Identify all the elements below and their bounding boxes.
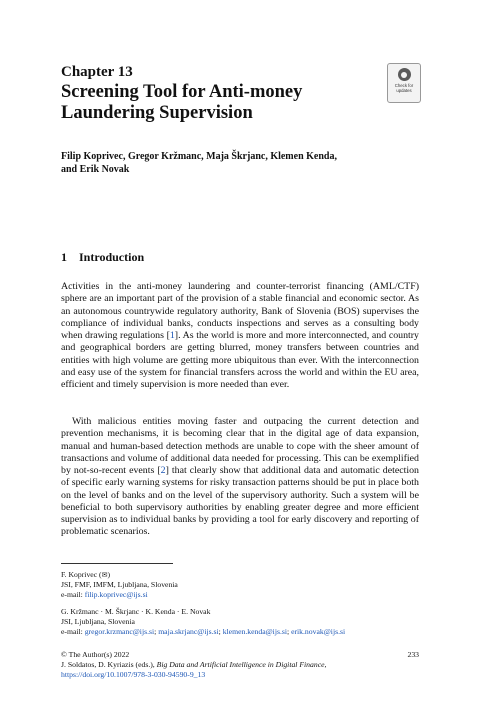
- footnote-rule: [61, 563, 173, 564]
- footnote-2-email-line: e-mail: gregor.krzmanc@ijs.si; maja.skrjanc@ijs.si; klemen.kenda@ijs.si; erik.novak@ijs.si: [61, 627, 346, 636]
- authors-line-1: Filip Koprivec, Gregor Kržmanc, Maja Škrjanc, Klemen Kenda,: [61, 151, 337, 162]
- chapter-title-line-2: Laundering Supervision: [61, 103, 253, 123]
- footer-copyright-line: [61, 650, 419, 660]
- book-title: Big Data and Artificial Intelligence in Digital Finance: [156, 660, 325, 669]
- paragraph-1-text-b: ]. As the world is more and more interconnected, and country and geographical borders are getting blurred, money transfers between countries and entities with high volume are getting more ubiquitous than ever. With the interconnection and easy use of the system for financial transfers across the world and within the EU area, efficient and timely supervision is more needed than ever.: [61, 330, 419, 390]
- section-heading: [61, 250, 144, 265]
- page-number: 233: [407, 650, 419, 659]
- footnote-2-names: G. Kržmanc · M. Škrjanc · K. Kenda · E. Novak: [61, 607, 211, 616]
- badge-line-2: updates: [396, 88, 412, 93]
- email-label: e-mail:: [61, 627, 85, 636]
- email-link[interactable]: klemen.kenda@ijs.si: [222, 627, 287, 636]
- paragraph-2-text-b: ] that clearly show that additional data and automatic detection of specific early warning systems for risky transaction patterns should be put in place both on the level of banks and on the level of the supervisory authority. Such a system will be beneficial to both supervisory authorities by enabling greater degree and more efficient supervision as to individual banks by providing a tool for early discovery and reporting of problematic scenarios.: [61, 465, 419, 538]
- name-close-paren: ): [107, 570, 111, 579]
- check-for-updates-icon: [398, 68, 411, 81]
- page-footer: [61, 650, 419, 680]
- email-link[interactable]: gregor.krzmanc@ijs.si: [84, 627, 155, 636]
- email-link[interactable]: erik.novak@ijs.si: [291, 627, 346, 636]
- footer-doi-line: [61, 670, 419, 680]
- paragraph-2: [61, 416, 419, 539]
- badge-line-1: Check for: [394, 83, 414, 88]
- footnote-authors-2: [61, 607, 421, 637]
- copyright: © The Author(s) 2022: [61, 650, 130, 659]
- corresponding-author-name: F. Koprivec (: [61, 570, 102, 579]
- footnote-author-1: [61, 570, 421, 600]
- book-title-comma: ,: [324, 660, 327, 669]
- check-for-updates-badge[interactable]: [387, 63, 421, 103]
- chapter-title-line-1: Screening Tool for Anti-money: [61, 82, 303, 102]
- footnote-1-affiliation: JSI, FMF, IMFM, Ljubljana, Slovenia: [61, 580, 178, 589]
- email-link[interactable]: maja.skrjanc@ijs.si: [158, 627, 219, 636]
- chapter-title: [61, 82, 361, 124]
- doi-link[interactable]: https://doi.org/10.1007/978-3-030-94590-9_13: [61, 670, 206, 679]
- footer-citation: [61, 660, 419, 670]
- section-number: 1: [61, 250, 67, 264]
- paragraph-2-text-a: With malicious entities moving faster and outpacing the current detection and prevention mechanisms, it is becoming clear that in the digital age of data expansion, manual and human-based detection methods are unable to cope with the sheer amount of transactions and volume of additional data needed for processing. This can be exemplified by not-so-recent events [: [61, 416, 419, 476]
- envelope-icon: ✉: [101, 571, 108, 579]
- email-label: e-mail:: [61, 590, 85, 599]
- chapter-label: Chapter 13: [61, 64, 133, 80]
- footnote-2-affiliation: JSI, Ljubljana, Slovenia: [61, 617, 135, 626]
- paragraph-1: [61, 281, 419, 391]
- footnote-1-name: [61, 570, 421, 580]
- email-link[interactable]: filip.koprivec@ijs.si: [84, 590, 148, 599]
- citation-link-2[interactable]: 2: [160, 465, 166, 476]
- paragraph-1-text-a: Activities in the anti-money laundering and counter-terrorist financing (AML/CTF) sphere are an important part of the provision of a stable financial and economic sector. As an autonomous countrywide regulatory authority, Bank of Slovenia (BOS) supervises the compliance of individual banks, conducts inspections and serves as a consulting body when drawing regulations [: [61, 281, 419, 341]
- section-title: Introduction: [79, 250, 145, 264]
- author-list: [61, 150, 401, 176]
- footnote-1-email-line: [61, 590, 421, 600]
- citation-link-1[interactable]: 1: [169, 330, 175, 341]
- editors: J. Soldatos, D. Kyriazis (eds.),: [61, 660, 157, 669]
- authors-line-2: and Erik Novak: [61, 164, 130, 175]
